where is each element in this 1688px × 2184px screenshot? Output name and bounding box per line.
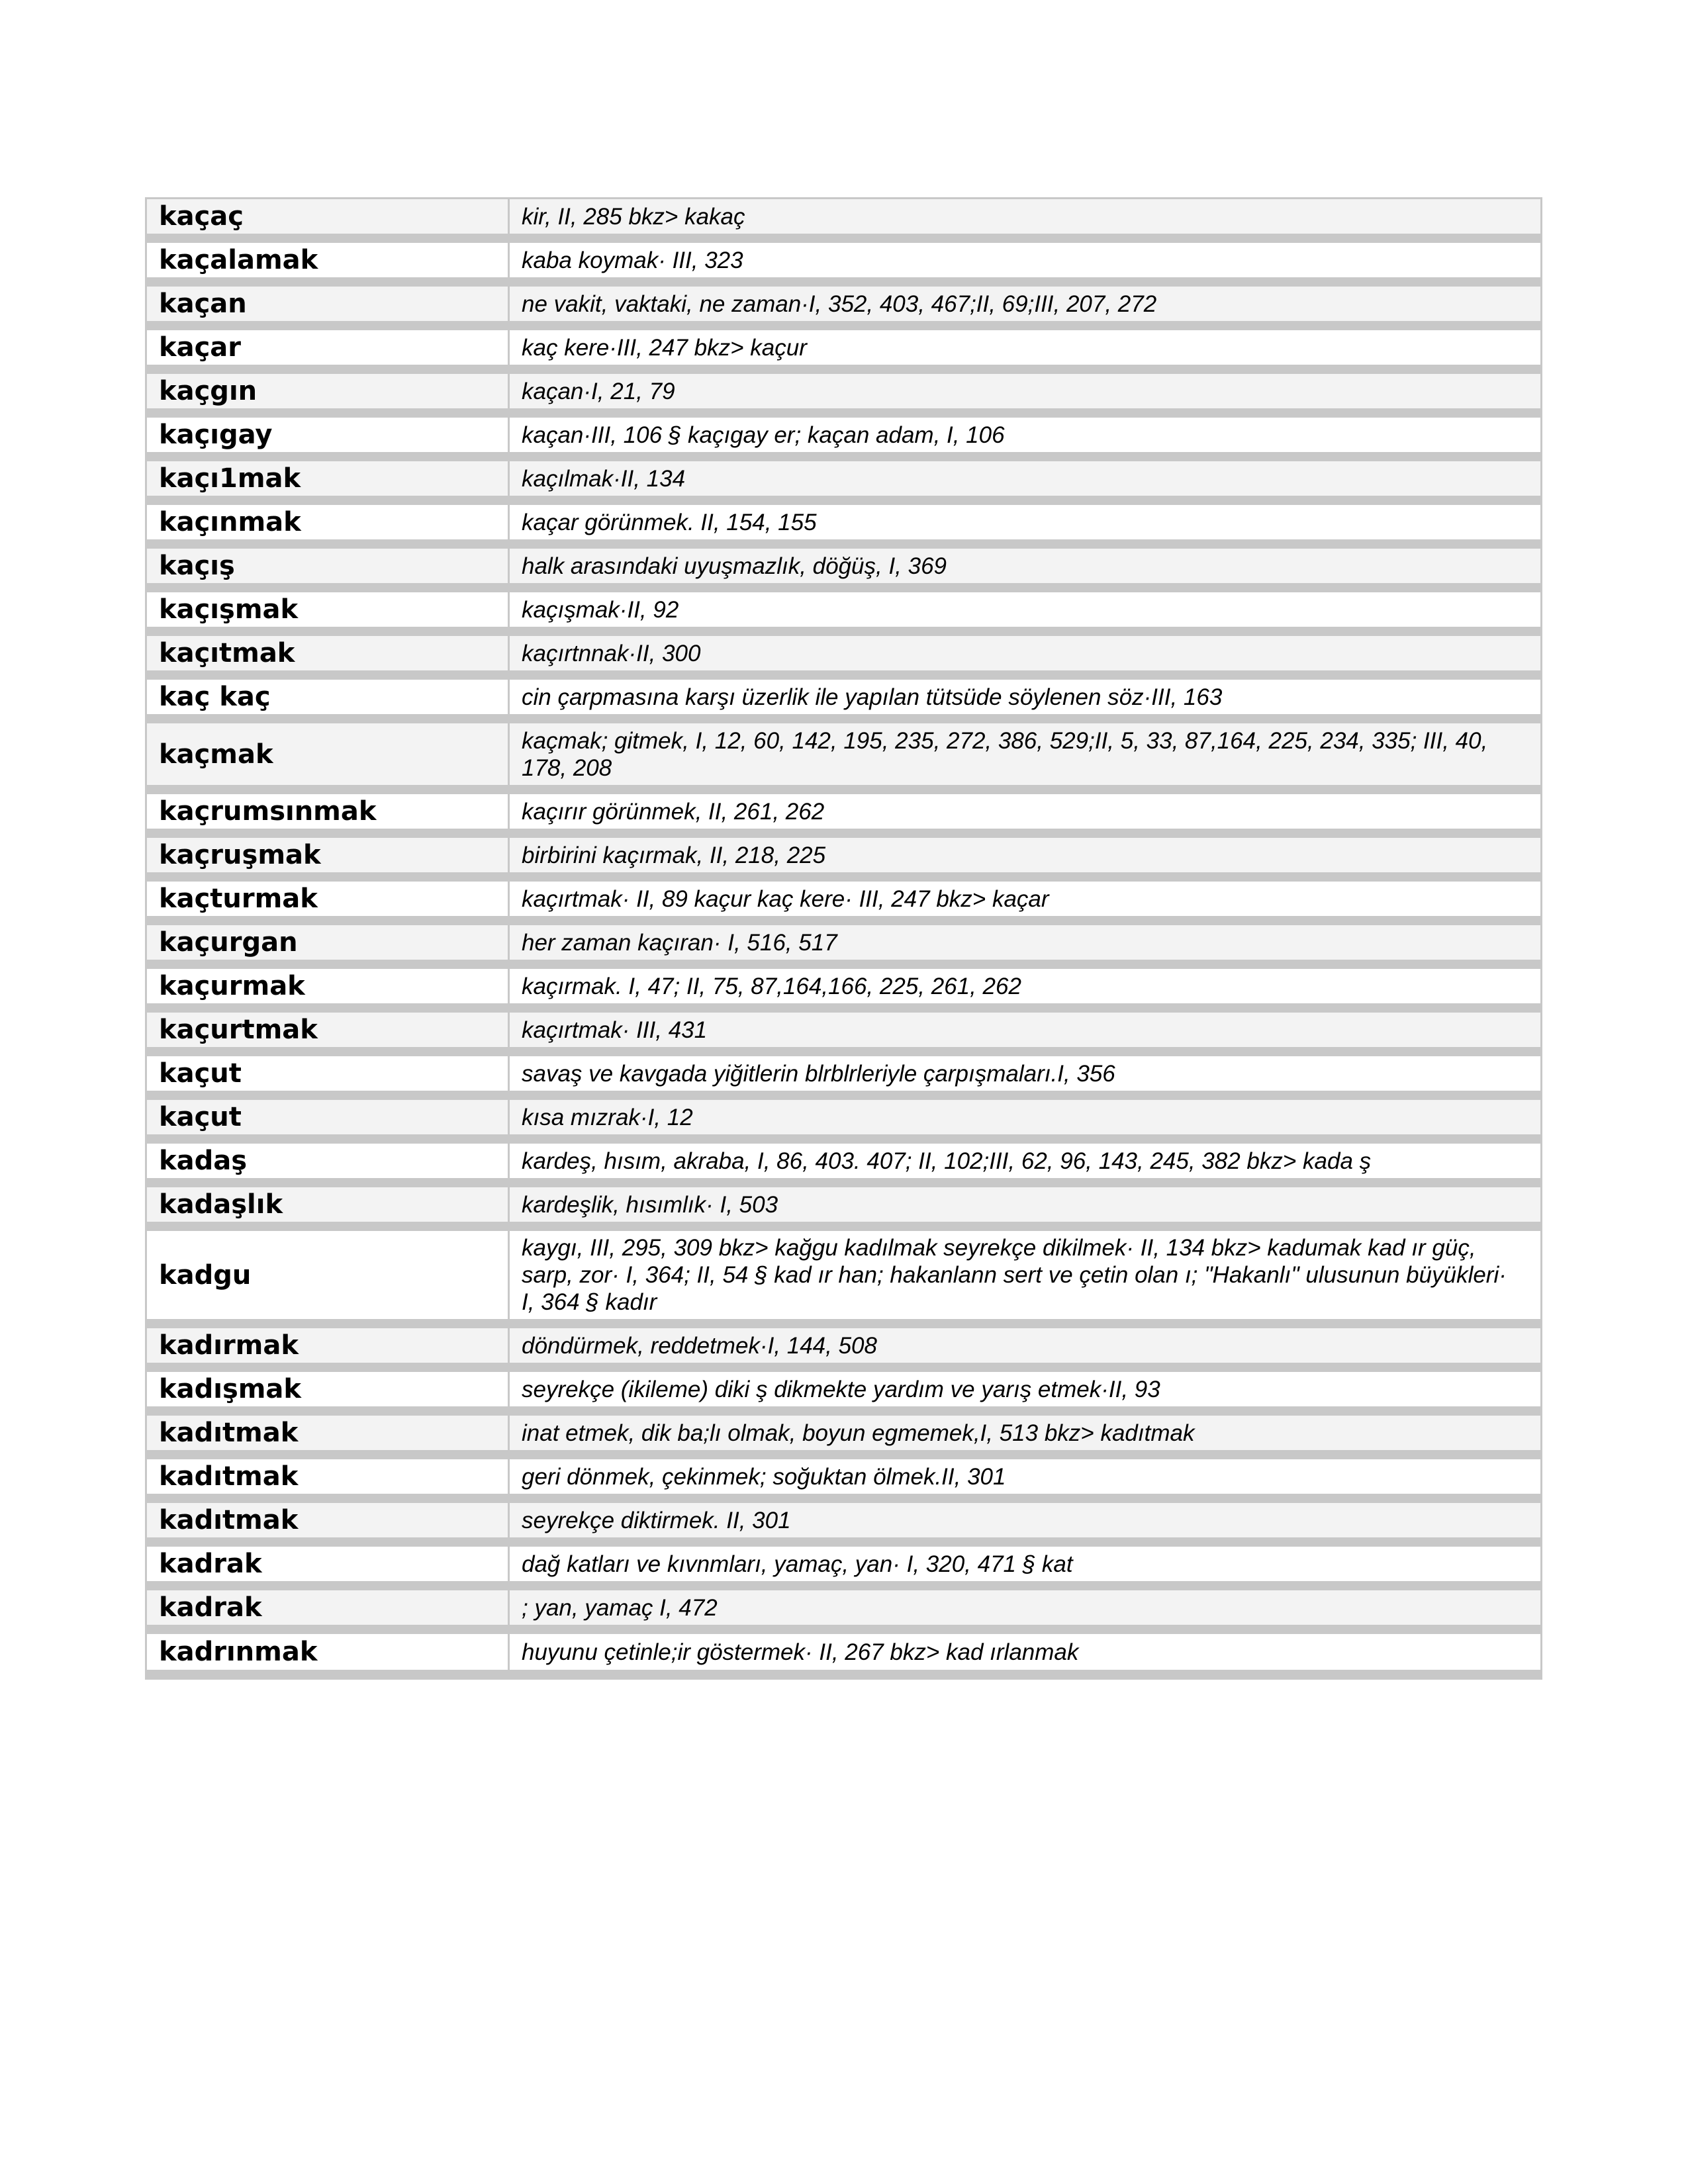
table-row bbox=[147, 505, 1540, 549]
entry-definition: kaçan·I, 21, 79 bbox=[522, 378, 675, 404]
table-row bbox=[147, 925, 1540, 969]
entry-definition: kardeş, hısım, akraba, I, 86, 403. 407; II, 102;III, 62, 96, 143, 245, 382 bkz> kada ş bbox=[522, 1148, 1372, 1174]
entry-term: kadrak bbox=[147, 1590, 510, 1625]
entry-definition: ; yan, yamaç I, 472 bbox=[522, 1594, 718, 1621]
table-row bbox=[147, 1372, 1540, 1416]
entry-term: kadıtmak bbox=[147, 1416, 510, 1450]
table-row bbox=[147, 549, 1540, 592]
entry-definition: birbirini kaçırmak, II, 218, 225 bbox=[522, 842, 826, 868]
table-row bbox=[147, 636, 1540, 680]
entry-definition: kaçan·III, 106 § kaçıgay er; kaçan adam, I, 106 bbox=[522, 422, 1005, 448]
entry-term: kaçıtmak bbox=[147, 636, 510, 670]
entry-definition: cin çarpmasına karşı üzerlik ile yapılan tütsüde söylenen söz·III, 163 bbox=[522, 684, 1223, 710]
table-row bbox=[147, 1100, 1540, 1144]
entry-definition: kaçırtmak· II, 89 kaçur kaç kere· III, 247 bkz> kaçar bbox=[522, 886, 1049, 912]
entry-term: kaçgın bbox=[147, 374, 510, 408]
entry-term: kaçı1mak bbox=[147, 461, 510, 496]
entry-term: kaçınmak bbox=[147, 505, 510, 539]
entry-definition: kaçışmak·II, 92 bbox=[522, 596, 679, 623]
entry-definition: huyunu çetinle;ir göstermek· II, 267 bkz> kad ırlanmak bbox=[522, 1639, 1079, 1665]
entry-definition: kısa mızrak·I, 12 bbox=[522, 1104, 693, 1130]
entry-term: kadrınmak bbox=[147, 1634, 510, 1670]
entry-term: kadaş bbox=[147, 1144, 510, 1178]
entry-definition: savaş ve kavgada yiğitlerin blrblrleriyle çarpışmaları.I, 356 bbox=[522, 1060, 1115, 1087]
entry-definition: kardeşlik, hısımlık· I, 503 bbox=[522, 1191, 778, 1218]
entry-definition: kaçırır görünmek, II, 261, 262 bbox=[522, 798, 825, 825]
entry-term: kadgu bbox=[147, 1231, 510, 1319]
entry-term: kaçruşmak bbox=[147, 838, 510, 872]
entry-definition: kir, II, 285 bkz> kakaç bbox=[522, 203, 745, 230]
entry-term: kadrak bbox=[147, 1547, 510, 1581]
entry-definition: kaba koymak· III, 323 bbox=[522, 247, 743, 273]
table-row bbox=[147, 1416, 1540, 1459]
table-row bbox=[147, 1634, 1540, 1678]
table-row bbox=[147, 199, 1540, 243]
entry-definition: seyrekçe diktirmek. II, 301 bbox=[522, 1507, 791, 1533]
entry-term: kaçurmak bbox=[147, 969, 510, 1003]
entry-definition: kaçılmak·II, 134 bbox=[522, 465, 686, 492]
entry-term: kaçut bbox=[147, 1056, 510, 1091]
entry-term: kaçut bbox=[147, 1100, 510, 1134]
entry-term: kaçurgan bbox=[147, 925, 510, 960]
table-row bbox=[147, 1590, 1540, 1634]
table-row bbox=[147, 330, 1540, 374]
table-row bbox=[147, 287, 1540, 330]
entry-definition: dağ katları ve kıvnmları, yamaç, yan· I, 320, 471 § kat bbox=[522, 1551, 1073, 1577]
entry-definition: halk arasındaki uyuşmazlık, döğüş, I, 369 bbox=[522, 553, 947, 579]
table-row bbox=[147, 374, 1540, 418]
entry-definition: seyrekçe (ikileme) diki ş dikmekte yardım ve yarış etmek·II, 93 bbox=[522, 1376, 1160, 1402]
table-row bbox=[147, 592, 1540, 636]
entry-term: kaçmak bbox=[147, 723, 510, 785]
entry-term: kaçan bbox=[147, 287, 510, 321]
entry-definition: her zaman kaçıran· I, 516, 517 bbox=[522, 929, 837, 956]
entry-term: kaçurtmak bbox=[147, 1013, 510, 1047]
table-row bbox=[147, 418, 1540, 461]
entry-term: kaçturmak bbox=[147, 882, 510, 916]
entry-term: kadaşlık bbox=[147, 1187, 510, 1222]
table-row bbox=[147, 1013, 1540, 1056]
table-row bbox=[147, 1056, 1540, 1100]
table-row bbox=[147, 1231, 1540, 1328]
table-row bbox=[147, 243, 1540, 287]
entry-definition: kaygı, III, 295, 309 bkz> kağgu kadılmak seyrekçe dikilmek· II, 134 bkz> kadumak kad ır güç, sarp, zor· I, 364; II, 54 § kad ır han; hakanlann sert ve çetin olan ı; "Hakanlı" ulusunun büyükleri· I, 364 § kadır bbox=[522, 1235, 1507, 1315]
table-row bbox=[147, 1144, 1540, 1187]
entry-term: kadırmak bbox=[147, 1328, 510, 1363]
entry-term: kaçış bbox=[147, 549, 510, 583]
entry-term: kaçıgay bbox=[147, 418, 510, 452]
table-row bbox=[147, 1547, 1540, 1590]
entry-term: kaç kaç bbox=[147, 680, 510, 714]
entry-definition: döndürmek, reddetmek·I, 144, 508 bbox=[522, 1332, 877, 1359]
entry-definition: kaçırtnnak·II, 300 bbox=[522, 640, 701, 666]
entry-term: kaçışmak bbox=[147, 592, 510, 627]
table-row bbox=[147, 1503, 1540, 1547]
entry-definition: inat etmek, dik ba;lı olmak, boyun egmemek,I, 513 bkz> kadıtmak bbox=[522, 1420, 1195, 1446]
table-row bbox=[147, 794, 1540, 838]
entry-definition: geri dönmek, çekinmek; soğuktan ölmek.II, 301 bbox=[522, 1463, 1006, 1490]
entry-definition: ne vakit, vaktaki, ne zaman·I, 352, 403, 467;II, 69;III, 207, 272 bbox=[522, 291, 1157, 317]
table-row bbox=[147, 969, 1540, 1013]
entry-term: kadışmak bbox=[147, 1372, 510, 1406]
entry-definition: kaçırtmak· III, 431 bbox=[522, 1017, 708, 1043]
table-row bbox=[147, 1459, 1540, 1503]
entry-term: kaçrumsınmak bbox=[147, 794, 510, 829]
entry-term: kadıtmak bbox=[147, 1503, 510, 1537]
table-row bbox=[147, 1328, 1540, 1372]
table-row bbox=[147, 882, 1540, 925]
table-row bbox=[147, 1187, 1540, 1231]
entry-term: kadıtmak bbox=[147, 1459, 510, 1494]
dictionary-table bbox=[145, 197, 1542, 1680]
table-row bbox=[147, 723, 1540, 794]
table-row bbox=[147, 461, 1540, 505]
entry-definition: kaçmak; gitmek, I, 12, 60, 142, 195, 235, 272, 386, 529;II, 5, 33, 87,164, 225, 234, 335; III, 40, 178, 208 bbox=[522, 727, 1488, 781]
entry-term: kaçalamak bbox=[147, 243, 510, 277]
entry-definition: kaçar görünmek. II, 154, 155 bbox=[522, 509, 817, 535]
entry-definition: kaçırmak. I, 47; II, 75, 87,164,166, 225, 261, 262 bbox=[522, 973, 1021, 999]
table-row bbox=[147, 680, 1540, 723]
entry-term: kaçaç bbox=[147, 199, 510, 234]
table-row bbox=[147, 838, 1540, 882]
entry-term: kaçar bbox=[147, 330, 510, 365]
entry-definition: kaç kere·III, 247 bkz> kaçur bbox=[522, 334, 807, 361]
